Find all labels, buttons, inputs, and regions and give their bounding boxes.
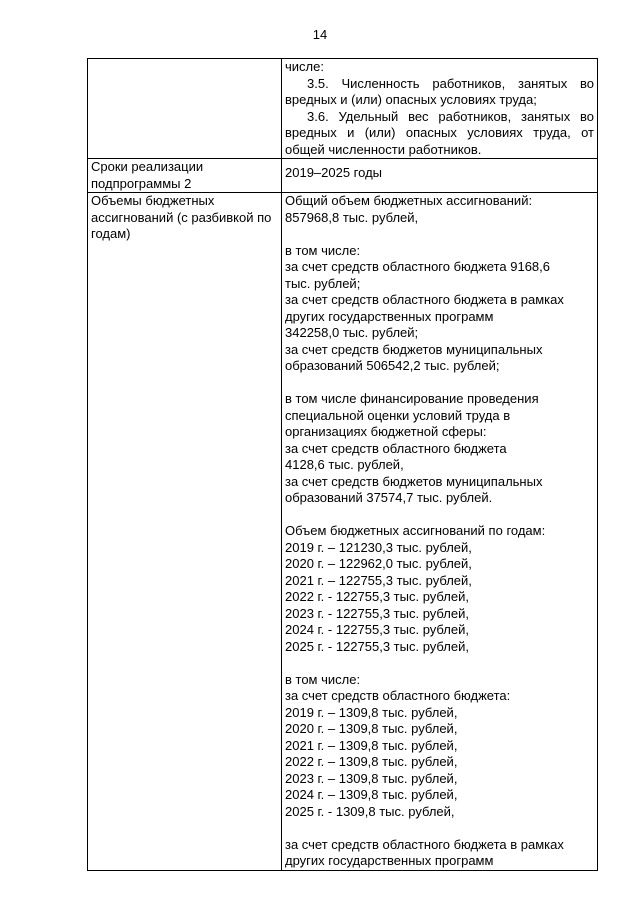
budget-line: других государственных программ — [285, 853, 494, 868]
terms-value — [282, 159, 598, 193]
budget-regional-by-year-block — [285, 672, 594, 821]
budget-line: за счет средств областного бюджета 9168,6 — [285, 259, 550, 274]
budget-line: Общий объем бюджетных ассигнований: — [285, 193, 533, 208]
budget-line: организациях бюджетной сферы: — [285, 424, 487, 439]
budget-line: в том числе финансирование проведения — [285, 391, 539, 406]
budget-line: в том числе: — [285, 242, 361, 258]
terms-value-text: 2019–2025 годы — [285, 165, 383, 180]
budget-line: 2025 г. - 122755,3 тыс. рублей, — [285, 638, 469, 654]
budget-line: 857968,8 тыс. рублей, — [285, 209, 419, 225]
indicators-cell — [282, 59, 598, 159]
budget-line: 2021 г. – 1309,8 тыс. рублей, — [285, 737, 458, 753]
budget-line: 2020 г. – 1309,8 тыс. рублей, — [285, 721, 458, 736]
budget-line: 2023 г. - 122755,3 тыс. рублей, — [285, 605, 469, 621]
continuation-text: числе: — [285, 59, 324, 74]
budget-line: за счет средств областного бюджета: — [285, 688, 511, 703]
budget-line: за счет средств областного бюджета — [285, 440, 507, 456]
terms-label: Сроки реализации подпрограммы 2 — [88, 159, 282, 193]
budget-line: 2020 г. – 122962,0 тыс. рублей, — [285, 556, 472, 571]
indicator-3-5: 3.5. Численность работников, занятых во вредных и (или) опасных условиях труда; — [285, 75, 594, 107]
budget-line: специальной оценки условий труда в — [285, 407, 511, 423]
budget-total-block — [285, 193, 594, 226]
budget-line: в том числе: — [285, 671, 361, 687]
budget-line: 2024 г. - 122755,3 тыс. рублей, — [285, 622, 469, 637]
budget-line: за счет средств бюджетов муниципальных — [285, 341, 543, 357]
budget-by-year-block — [285, 523, 594, 655]
budget-other-programs-block — [285, 837, 594, 870]
table-row-budget — [88, 193, 598, 871]
budget-line: 2021 г. – 122755,3 тыс. рублей, — [285, 572, 472, 588]
budget-line: Объем бюджетных ассигнований по годам: — [285, 523, 546, 538]
budget-line: 4128,6 тыс. рублей, — [285, 457, 404, 472]
budget-line: 2025 г. - 1309,8 тыс. рублей, — [285, 803, 455, 819]
budget-line: образований 506542,2 тыс. рублей; — [285, 358, 500, 373]
budget-line: за счет средств бюджетов муниципальных — [285, 473, 543, 489]
budget-line: тыс. рублей; — [285, 275, 361, 291]
table-row-terms — [88, 159, 598, 193]
budget-label: Объемы бюджетных ассигнований (с разбивкой по годам) — [88, 193, 282, 871]
budget-line: 342258,0 тыс. рублей; — [285, 325, 419, 340]
row-label-empty — [88, 59, 282, 159]
page-number: 14 — [312, 27, 328, 42]
budget-line: 2019 г. – 121230,3 тыс. рублей, — [285, 539, 472, 555]
subprogram-passport-table — [87, 58, 598, 871]
indicator-3-6: 3.6. Удельный вес работников, занятых во вредных и (или) опасных условиях труда, от общей численности работников. — [285, 108, 594, 157]
budget-line: образований 37574,7 тыс. рублей. — [285, 490, 493, 505]
table-row-indicators — [88, 59, 598, 159]
budget-line: 2022 г. - 122755,3 тыс. рублей, — [285, 589, 469, 604]
budget-line: 2023 г. – 1309,8 тыс. рублей, — [285, 770, 458, 786]
budget-line: за счет средств областного бюджета в рамках — [285, 292, 564, 307]
budget-line: за счет средств областного бюджета в рамках — [285, 836, 564, 852]
budget-line: 2019 г. – 1309,8 тыс. рублей, — [285, 704, 458, 720]
budget-value — [282, 193, 598, 871]
budget-sources-block — [285, 243, 594, 375]
budget-line: 2024 г. – 1309,8 тыс. рублей, — [285, 787, 458, 802]
budget-assessment-block — [285, 391, 594, 507]
budget-line: других государственных программ — [285, 308, 494, 324]
budget-line: 2022 г. – 1309,8 тыс. рублей, — [285, 754, 458, 769]
